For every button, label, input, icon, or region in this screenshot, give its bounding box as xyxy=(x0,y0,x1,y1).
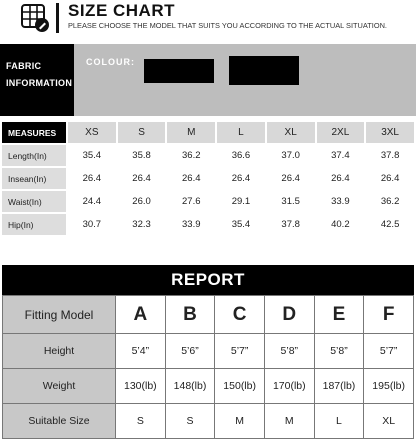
table-cell: 37.8 xyxy=(267,214,315,235)
table-cell: 5’4” xyxy=(116,334,166,369)
table-cell: 5’7” xyxy=(364,334,414,369)
row-label: Length(In) xyxy=(2,145,66,166)
table-cell: 33.9 xyxy=(317,191,365,212)
table-cell: 36.2 xyxy=(167,145,215,166)
size-s: S xyxy=(118,122,166,143)
table-cell: 26.4 xyxy=(267,168,315,189)
table-cell: 37.0 xyxy=(267,145,315,166)
table-cell: 26.4 xyxy=(118,168,166,189)
table-cell: 36.2 xyxy=(366,191,414,212)
table-cell: 40.2 xyxy=(317,214,365,235)
row-label: Height xyxy=(3,334,116,369)
table-cell: 5’7” xyxy=(215,334,265,369)
table-cell: 37.4 xyxy=(317,145,365,166)
table-cell: 26.4 xyxy=(217,168,265,189)
table-cell: 187(lb) xyxy=(314,369,364,404)
table-cell: 26.4 xyxy=(366,168,414,189)
table-cell: 5’6” xyxy=(165,334,215,369)
table-row xyxy=(3,334,414,369)
size-xs: XS xyxy=(68,122,116,143)
table-row xyxy=(2,191,414,212)
table-cell: M xyxy=(215,404,265,439)
table-cell: 36.6 xyxy=(217,145,265,166)
table-cell: 26.0 xyxy=(118,191,166,212)
table-row xyxy=(2,214,414,235)
table-cell: 148(lb) xyxy=(165,369,215,404)
table-cell: 24.4 xyxy=(68,191,116,212)
table-cell: 35.4 xyxy=(217,214,265,235)
table-cell: S xyxy=(165,404,215,439)
table-cell: XL xyxy=(364,404,414,439)
fabric-information-panel xyxy=(0,44,416,116)
table-cell: 130(lb) xyxy=(116,369,166,404)
table-row xyxy=(2,145,414,166)
model-letter: F xyxy=(364,296,414,334)
row-label: Suitable Size xyxy=(3,404,116,439)
table-row xyxy=(3,404,414,439)
table-cell: 26.4 xyxy=(68,168,116,189)
table-cell: 31.5 xyxy=(267,191,315,212)
model-letter: B xyxy=(165,296,215,334)
size-3xl: 3XL xyxy=(366,122,414,143)
table-cell: 35.4 xyxy=(68,145,116,166)
page-title: SIZE CHART xyxy=(68,1,175,20)
fabric-label xyxy=(0,44,74,116)
size-chart-icon xyxy=(20,3,50,33)
table-cell: 150(lb) xyxy=(215,369,265,404)
header-divider xyxy=(56,3,59,33)
table-cell: 195(lb) xyxy=(364,369,414,404)
colour-label: COLOUR: xyxy=(86,57,135,67)
table-cell: 170(lb) xyxy=(264,369,314,404)
table-cell: 37.8 xyxy=(366,145,414,166)
table-cell: 32.3 xyxy=(118,214,166,235)
report-title: REPORT xyxy=(2,265,414,295)
measures-table xyxy=(0,120,416,237)
table-cell: 35.8 xyxy=(118,145,166,166)
measures-header-row xyxy=(2,122,414,143)
model-letter: C xyxy=(215,296,265,334)
colour-swatch-1 xyxy=(144,59,214,83)
table-row xyxy=(3,296,414,334)
table-cell: S xyxy=(116,404,166,439)
table-cell: 26.4 xyxy=(167,168,215,189)
size-l: L xyxy=(217,122,265,143)
row-label: Weight xyxy=(3,369,116,404)
table-cell: 26.4 xyxy=(317,168,365,189)
table-cell: 42.5 xyxy=(366,214,414,235)
report-section xyxy=(2,265,414,441)
table-cell: M xyxy=(264,404,314,439)
size-xl: XL xyxy=(267,122,315,143)
table-row xyxy=(2,168,414,189)
table-cell: 5’8” xyxy=(314,334,364,369)
table-cell: 27.6 xyxy=(167,191,215,212)
table-cell: 29.1 xyxy=(217,191,265,212)
model-letter: A xyxy=(116,296,166,334)
page-subtitle: PLEASE CHOOSE THE MODEL THAT SUITS YOU ACCORDING TO THE ACTUAL SITUATION. xyxy=(68,21,387,30)
row-label: Hip(In) xyxy=(2,214,66,235)
size-m: M xyxy=(167,122,215,143)
table-cell: 30.7 xyxy=(68,214,116,235)
row-label: Insean(In) xyxy=(2,168,66,189)
measures-header: MEASURES xyxy=(2,122,66,143)
fabric-label-line1: FABRIC xyxy=(6,61,42,71)
row-label: Fitting Model xyxy=(3,296,116,334)
header xyxy=(0,0,416,40)
table-cell: 5’8” xyxy=(264,334,314,369)
model-letter: D xyxy=(264,296,314,334)
table-cell: L xyxy=(314,404,364,439)
size-2xl: 2XL xyxy=(317,122,365,143)
row-label: Waist(In) xyxy=(2,191,66,212)
report-table xyxy=(2,295,414,439)
model-letter: E xyxy=(314,296,364,334)
table-cell: 33.9 xyxy=(167,214,215,235)
fabric-label-line2: INFORMATION xyxy=(6,78,73,88)
colour-swatch-2 xyxy=(229,56,299,85)
table-row xyxy=(3,369,414,404)
